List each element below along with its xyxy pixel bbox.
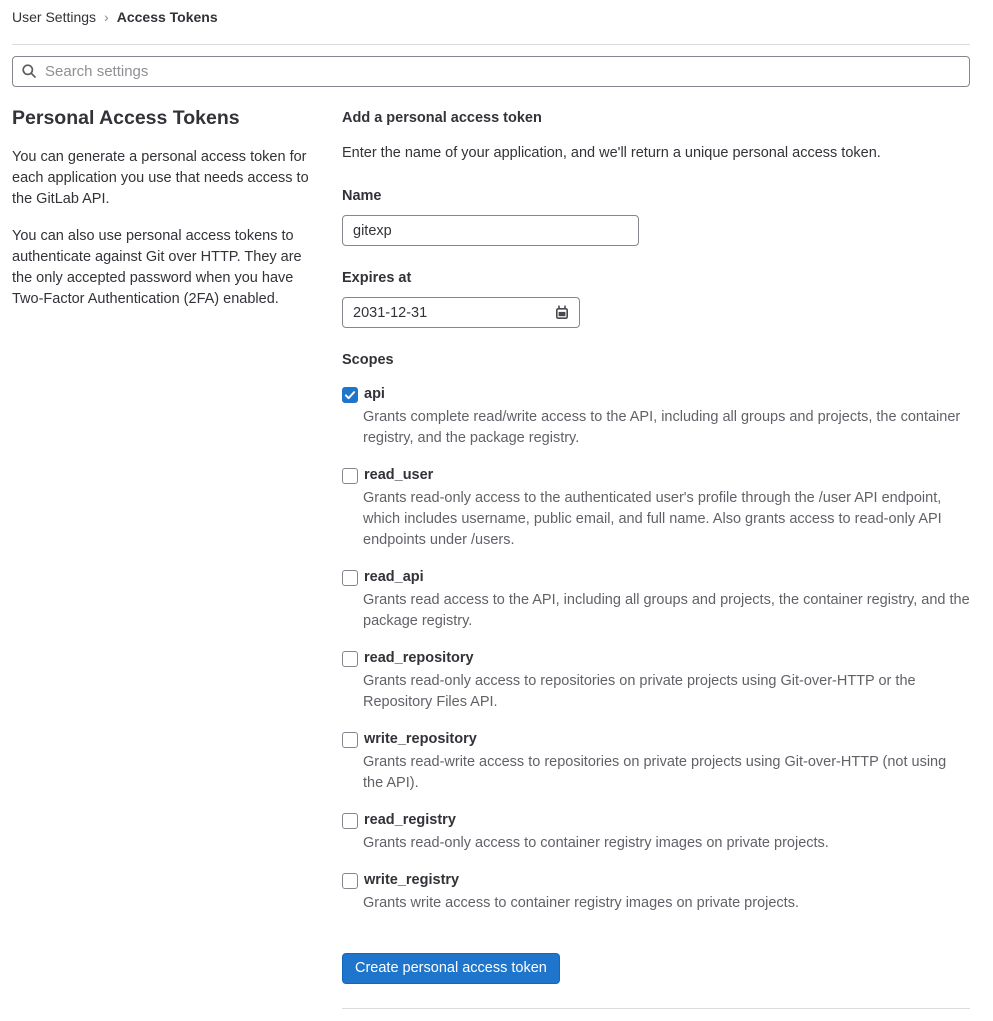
scope-checkbox-row[interactable] [342,729,970,750]
form-description: Enter the name of your application, and we'll return a unique personal access token. [342,145,881,161]
calendar-icon[interactable] [554,305,570,321]
scope-description: Grants read-only access to the authenticated user's profile through the /user API endpoint, which includes username, public email, and full name. Also grants access to read-only API endpoints under /users. [363,490,942,548]
scope-description: Grants write access to container registry images on private projects. [363,895,799,911]
scope-name-label: write_repository [364,731,477,747]
token-name-input[interactable] [342,215,639,246]
scope-item-read_user [342,465,970,551]
scope-checkbox-api[interactable] [342,387,358,403]
scope-checkbox-row[interactable] [342,648,970,669]
section-description-paragraph: You can also use personal access tokens to authenticate against Git over HTTP. They are the only accepted password when you have Two-Factor Authentication (2FA) enabled. [12,228,302,307]
scope-item-read_repository [342,648,970,713]
scope-checkbox-row[interactable] [342,870,970,891]
scope-item-read_registry [342,810,970,854]
scope-checkbox-read_repository[interactable] [342,651,358,667]
scope-item-api [342,384,970,449]
form-title: Add a personal access token [342,110,542,126]
breadcrumb [12,0,970,28]
scope-item-read_api [342,567,970,632]
scope-description: Grants complete read/write access to the API, including all groups and projects, the container registry, and the package registry. [363,409,961,446]
scope-name-label: read_api [364,569,424,585]
create-token-button[interactable]: Create personal access token [342,953,560,984]
scope-item-write_repository [342,729,970,794]
form-bottom-divider [342,1008,970,1009]
scopes-list [342,384,970,914]
scope-checkbox-read_user[interactable] [342,468,358,484]
scope-description: Grants read access to the API, including all groups and projects, the container registry, and the package registry. [363,592,970,629]
scope-checkbox-row[interactable] [342,567,970,588]
page-title: Personal Access Tokens [12,107,240,129]
scope-description: Grants read-only access to repositories on private projects using Git-over-HTTP or the Repository Files API. [363,673,916,710]
breadcrumb-separator-icon: › [104,9,109,25]
scope-name-label: api [364,386,385,402]
scope-checkbox-read_registry[interactable] [342,813,358,829]
scope-name-label: write_registry [364,872,460,888]
expires-at-input[interactable] [342,297,580,328]
expires-at-field [342,297,580,328]
search-settings-wrap [12,56,970,87]
name-label: Name [342,188,382,204]
scope-name-label: read_registry [364,812,456,828]
scope-checkbox-row[interactable] [342,465,970,486]
token-form-column [342,106,970,1009]
section-description-column [12,106,342,1009]
header-divider [12,44,970,45]
scope-description: Grants read-only access to container registry images on private projects. [363,835,829,851]
main-content [12,106,970,1009]
breadcrumb-access-tokens: Access Tokens [116,9,218,25]
scope-checkbox-row[interactable] [342,384,970,405]
scopes-label: Scopes [342,352,394,368]
scope-checkbox-write_registry[interactable] [342,873,358,889]
scope-item-write_registry [342,870,970,914]
scope-checkbox-write_repository[interactable] [342,732,358,748]
section-description-paragraph: You can generate a personal access token for each application you use that needs access to the GitLab API. [12,149,309,207]
search-settings-input[interactable] [12,56,970,87]
scope-name-label: read_repository [364,650,474,666]
scope-checkbox-read_api[interactable] [342,570,358,586]
breadcrumb-user-settings[interactable]: User Settings [12,9,97,25]
scope-name-label: read_user [364,467,434,483]
expires-at-label: Expires at [342,270,412,286]
scope-description: Grants read-write access to repositories on private projects using Git-over-HTTP (not using the API). [363,754,947,791]
scope-checkbox-row[interactable] [342,810,970,831]
